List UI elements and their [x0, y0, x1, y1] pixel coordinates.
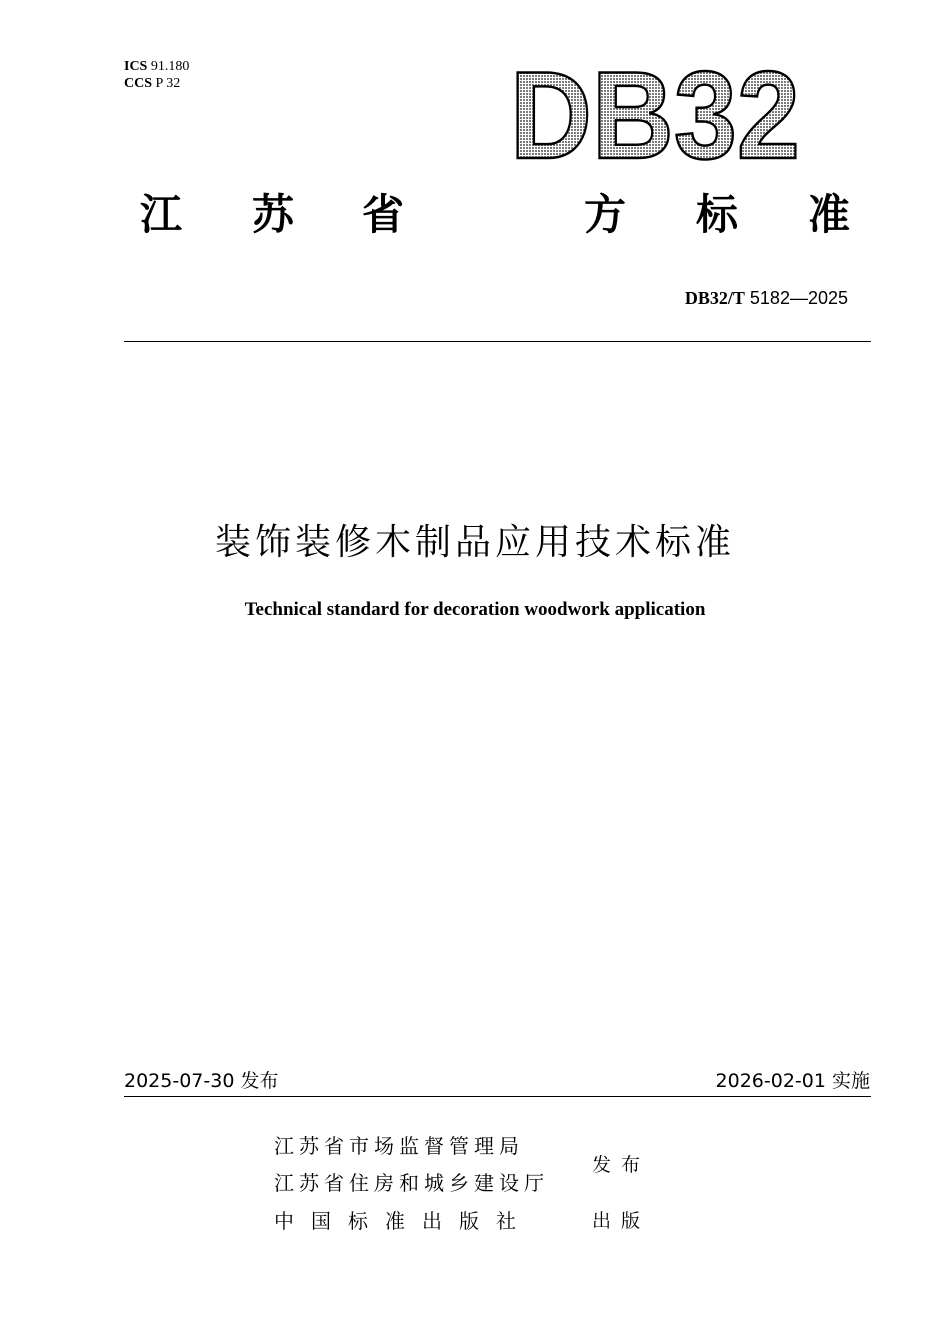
province-standard-title: [0, 188, 950, 242]
ics-value: 91.180: [150, 59, 190, 74]
province-char-3: 省: [362, 190, 405, 239]
province-char-1: 江: [140, 190, 183, 239]
publish-date: 2025-07-30 发布: [124, 1070, 279, 1092]
issuer-market-regulation: 江苏省市场监督管理局: [274, 1134, 524, 1158]
province-char-6: 准: [808, 190, 851, 239]
standard-number: [685, 288, 848, 309]
top-divider: [124, 341, 871, 342]
standard-prefix: DB32/T: [684, 288, 745, 308]
classification-codes: [124, 58, 189, 92]
ccs-value: P 32: [155, 76, 181, 91]
province-char-5: 标: [696, 190, 739, 239]
title-english: Technical standard for decoration woodwork application: [244, 599, 706, 620]
title-chinese: 装饰装修木制品应用技术标准: [214, 522, 735, 563]
province-char-4: 方: [584, 190, 627, 239]
logo-text: DB32: [510, 60, 800, 164]
ics-label: ICS: [124, 59, 148, 74]
implement-date: 2026-02-01 实施: [715, 1070, 870, 1092]
issuer-standards-press: 中国标准出版社: [274, 1209, 533, 1233]
standard-code: 5182—2025: [749, 288, 848, 308]
issuer-housing-construction: 江苏省住房和城乡建设厅: [274, 1171, 549, 1195]
publish-label: 发布: [592, 1154, 651, 1176]
bottom-divider: [124, 1096, 871, 1097]
db32-logo: [508, 60, 808, 164]
ics-line: [124, 58, 189, 75]
press-label: 出版: [592, 1210, 651, 1232]
province-char-2: 苏: [252, 190, 295, 239]
ccs-label: CCS: [124, 76, 153, 91]
ccs-line: [124, 75, 189, 92]
